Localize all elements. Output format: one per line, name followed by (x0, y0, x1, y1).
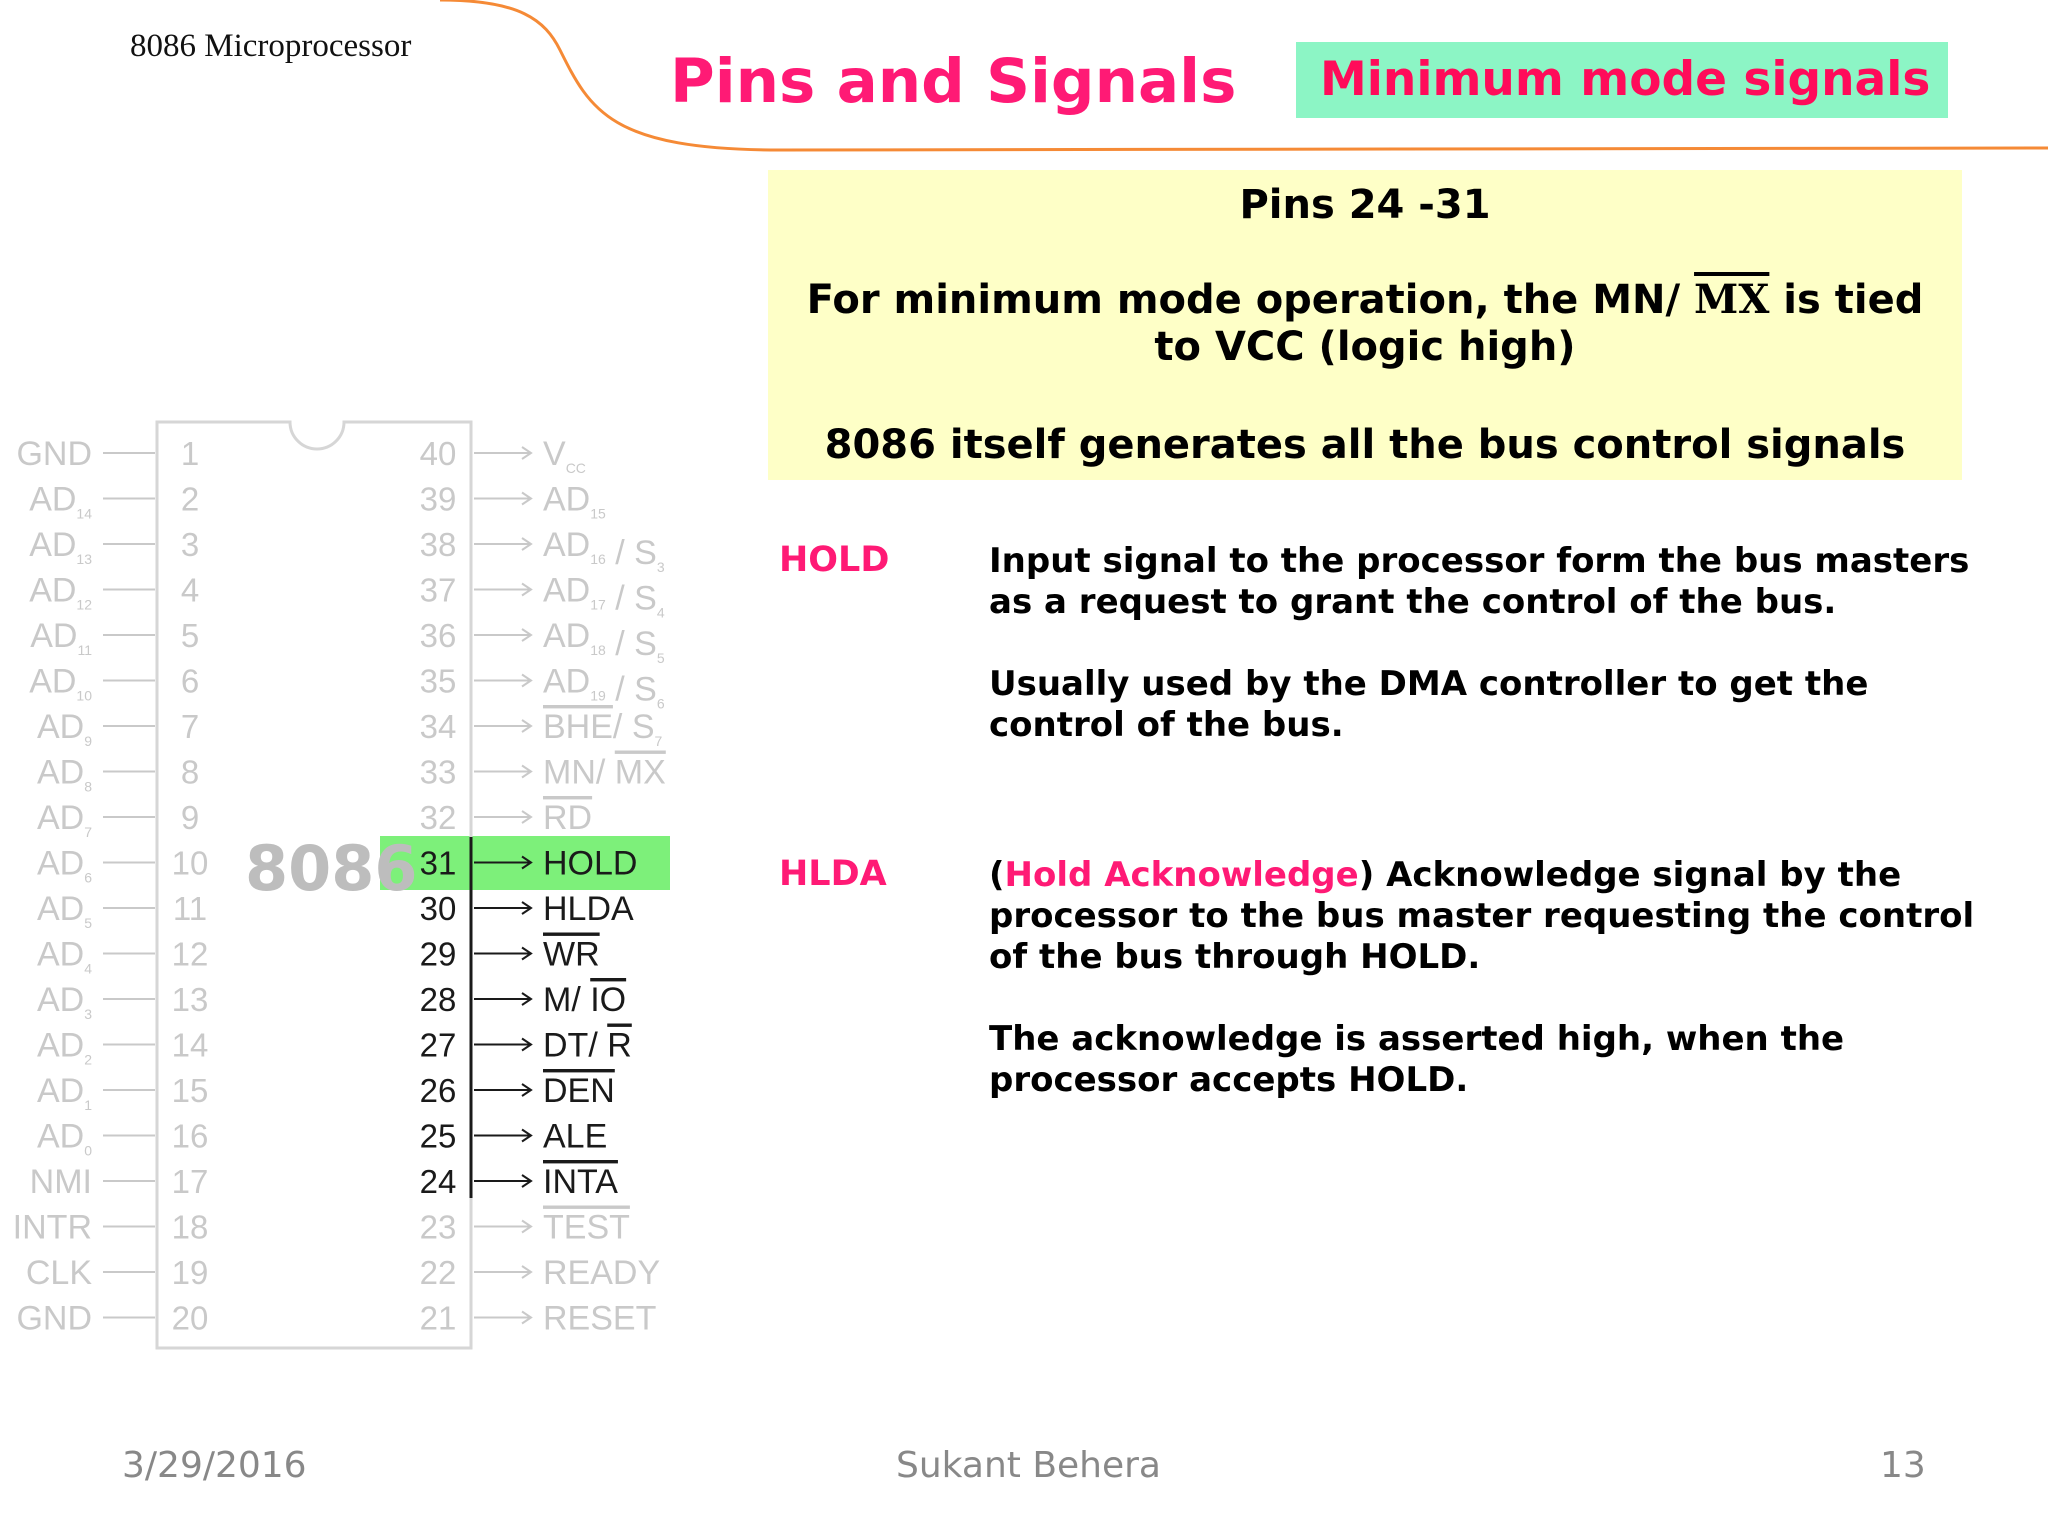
intro-line-generates: 8086 itself generates all the bus control signals (824, 422, 1906, 468)
left-pin-number: 4 (180, 571, 200, 609)
right-pin-label: $AD_{16} / S_3$ (543, 526, 665, 575)
left-pin-number: 16 (171, 1117, 209, 1155)
right-pin-number: 27 (419, 1026, 457, 1064)
signal-name-hlda: HLDA (779, 854, 887, 894)
left-pin-number: 8 (180, 753, 200, 791)
right-pin-label: HLDA (543, 890, 634, 928)
hold-acknowledge-highlight: Hold Acknowledge (1004, 855, 1359, 895)
right-pin-number: 21 (419, 1299, 457, 1337)
left-pin-label: $AD_2$ (36, 1026, 92, 1068)
right-pin-number: 40 (419, 435, 457, 472)
right-pin-number: 33 (419, 753, 457, 791)
right-pin-label: $AD_{17} / S_4$ (543, 571, 665, 621)
left-pin-number: 10 (171, 844, 209, 882)
right-pin-number: 36 (419, 617, 457, 654)
intro-box (768, 170, 1962, 480)
right-pin-number: 24 (419, 1163, 457, 1200)
left-pin-label: $AD_4$ (36, 935, 92, 977)
left-pin-label: $AD_5$ (36, 890, 92, 931)
right-pin-number: 38 (419, 526, 457, 563)
footer-page: 13 (1880, 1445, 1926, 1486)
left-pin-number: 15 (171, 1072, 209, 1109)
right-pin-number: 28 (419, 981, 457, 1018)
left-pin-number: 3 (180, 526, 200, 563)
intro-line-tied: For minimum mode operation, the MN/ $\overline{MX}$ is tied to VCC (logic high) (806, 276, 1924, 370)
pin-diagram (0, 400, 700, 1360)
left-pin-number: 5 (180, 617, 200, 654)
right-pin-label: $AD_{15}$ (543, 480, 606, 522)
right-pin-label: MN/ MX (543, 753, 666, 792)
right-pin-number: 23 (419, 1208, 457, 1246)
right-pin-label: DEN (543, 1072, 615, 1110)
left-pin-label: GND (16, 435, 92, 473)
left-pin-label: NMI (29, 1163, 92, 1201)
right-pin-number: 39 (419, 480, 457, 518)
signal-name-hold: HOLD (779, 540, 890, 580)
left-pin-number: 6 (180, 662, 200, 700)
right-pin-number: 26 (419, 1072, 457, 1109)
section-badge-label: Minimum mode signals (1320, 52, 1931, 107)
right-pin-label: $V_{CC}$ (543, 435, 586, 476)
course-title: 8086 Microprocessor (130, 28, 412, 64)
left-pin-label: GND (16, 1299, 92, 1338)
left-pin-number: 17 (171, 1163, 209, 1200)
left-pin-number: 13 (171, 981, 209, 1018)
footer-author: Sukant Behera (896, 1445, 1161, 1486)
left-pin-number: 11 (172, 890, 208, 927)
right-pin-label: BHE/ $S_7$ (543, 708, 663, 749)
right-pin-number: 34 (419, 708, 457, 745)
right-pin-label: $AD_{18} / S_5$ (543, 617, 665, 666)
right-pin-label: ALE (543, 1117, 608, 1156)
right-pin-number: 35 (419, 662, 457, 700)
left-pin-number: 2 (180, 480, 200, 518)
left-pin-label: $AD_3$ (36, 981, 92, 1022)
signal-desc-hlda: (Hold Acknowledge) Acknowledge signal by the processor to the bus master requesting the control of the bus through HOLD. The acknowledge is asserted high, when the processor accepts HOLD. (989, 855, 1975, 1100)
left-pin-label: $AD_{10}$ (29, 662, 92, 704)
right-pin-label: READY (543, 1254, 661, 1292)
pins-range: Pins 24 -31 (1239, 182, 1491, 228)
slide-title: Pins and Signals (670, 46, 1237, 117)
left-pin-number: 7 (180, 708, 200, 745)
right-pin-label: DT/ R (543, 1026, 632, 1065)
footer-date: 3/29/2016 (122, 1445, 307, 1486)
left-pin-number: 20 (171, 1299, 209, 1337)
right-pin-number: 37 (419, 571, 457, 609)
right-pin-number: 25 (419, 1117, 457, 1155)
left-pin-number: 18 (171, 1208, 209, 1246)
section-badge (1296, 42, 1948, 118)
right-pin-label: $AD_{19} / S_6$ (543, 662, 665, 712)
signal-desc-hold: Input signal to the processor form the bus masters as a request to grant the control of the bus. Usually used by the DMA controller to get the control of the bus. (989, 541, 1970, 745)
left-pin-label: $AD_9$ (36, 708, 92, 749)
left-pin-number: 19 (171, 1254, 209, 1291)
left-pin-label: $AD_{12}$ (29, 571, 92, 613)
left-pin-number: 1 (180, 435, 200, 472)
left-pin-label: $AD_{13}$ (29, 526, 92, 567)
right-pin-label: TEST (543, 1208, 630, 1247)
left-pin-label: $AD_{14}$ (29, 480, 92, 522)
left-pin-label: $AD_0$ (36, 1117, 92, 1159)
right-pin-number: 22 (419, 1254, 457, 1291)
chip-label: 8086 (245, 832, 418, 905)
right-pin-label: RESET (543, 1299, 657, 1338)
left-pin-label: $AD_1$ (36, 1072, 92, 1113)
right-pin-label: INTA (543, 1163, 618, 1201)
right-pin-number: 30 (419, 890, 457, 927)
mx-overbar: $\overline{MX}$ (1694, 276, 1770, 323)
right-pin-label: M/ IO (543, 981, 627, 1019)
right-pin-label: HOLD (543, 844, 638, 883)
left-pin-label: INTR (12, 1208, 92, 1247)
left-pin-label: $AD_{11}$ (30, 617, 92, 658)
right-pin-number: 31 (419, 844, 457, 882)
left-pin-number: 12 (171, 935, 209, 973)
left-pin-label: CLK (25, 1254, 92, 1292)
right-pin-number: 32 (419, 799, 457, 836)
left-pin-number: 14 (171, 1026, 209, 1064)
left-pin-label: $AD_8$ (36, 753, 92, 795)
right-pin-number: 29 (419, 935, 457, 973)
left-pin-label: $AD_7$ (36, 799, 92, 840)
right-pin-label: RD (543, 799, 593, 837)
left-pin-label: $AD_6$ (36, 844, 92, 886)
right-pin-label: WR (543, 935, 600, 974)
left-pin-number: 9 (180, 799, 200, 836)
